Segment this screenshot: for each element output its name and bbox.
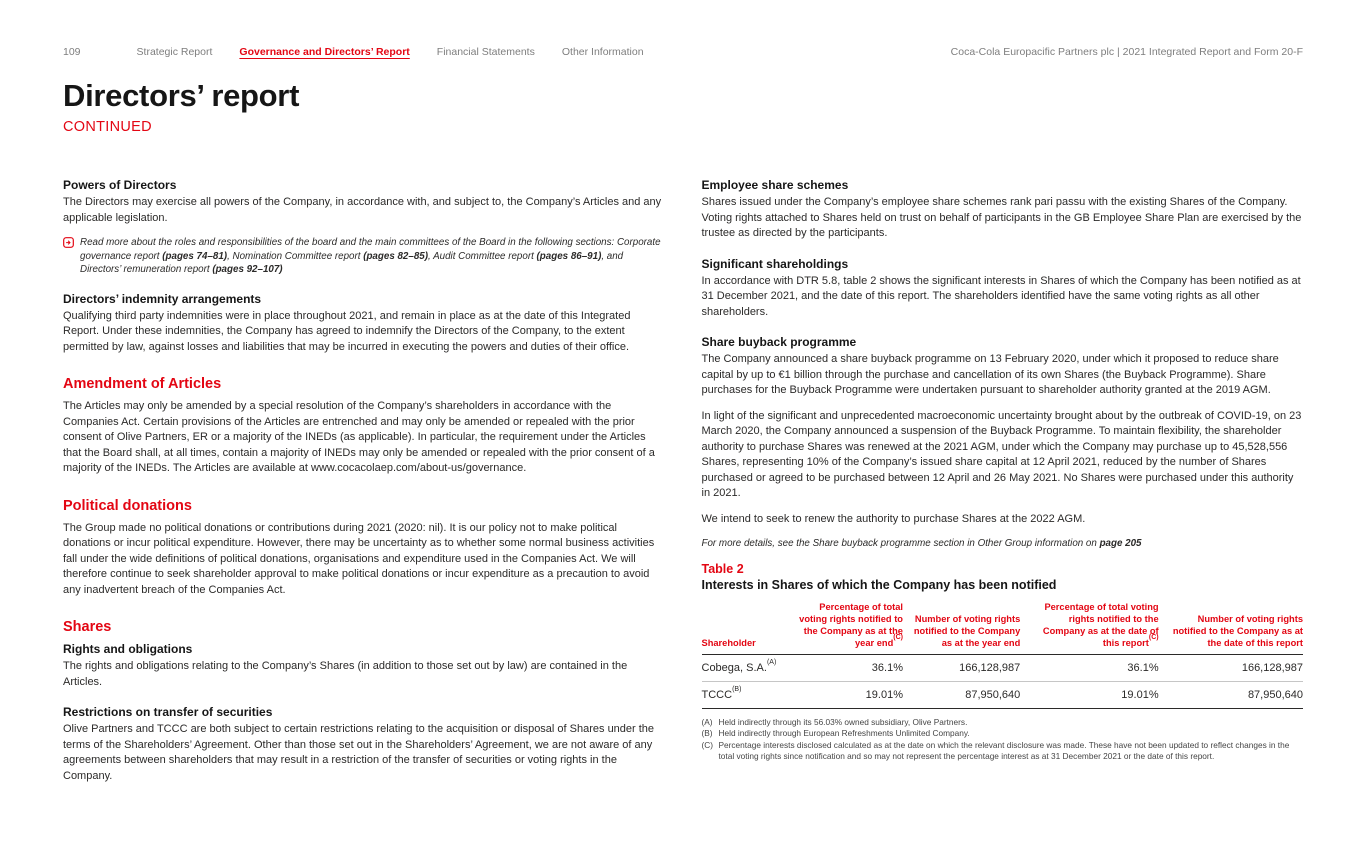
- share-buyback-paragraph-1: The Company announced a share buyback programme on 13 February 2020, under which it proposed to reduce share capital by up to €1 billion through the purchase and cancellation of its own Shares (the Buyback Programme). Share purchases for the Buyback Programme were undertaken pursuant to shareholder authority granted at the 2019 AGM.: [701, 353, 1279, 396]
- directors-indemnity-text: Qualifying third party indemnities were in place throughout 2021, and remain in place as at the date of this Integrated Report. Under these indemnities, the Company has agreed to indemnify the Directors of the Company, to the extent permitted by law, against losses and liabilities that may be incurred in executing the powers and duties of their office.: [63, 309, 631, 353]
- heading-significant-shareholdings: Significant shareholdings: [701, 256, 849, 271]
- top-nav: [137, 46, 671, 58]
- shareholder-name: $TCCC^{(B)}$: [702, 681, 780, 708]
- rights-and-obligations-text: The rights and obligations relating to the Company’s Shares (in addition to those set out by law) are contained in the Articles.: [63, 660, 628, 688]
- footnote-c: (C) Percentage interests disclosed calculated as at the date on which the relevant disclosure was made. These have not been updated to reflect changes in the total voting rights since notification and so may not represent the percentage interest as at 31 December 2021 or the date of this report.: [701, 739, 1290, 761]
- read-more-note-text: Read more about the roles and responsibilities of the board and the main committees of the Board in the following sections: Corporate governance report (pages 74–81), Nomination Committee report (pages 82–85), Audit Committee report (pages 86–91), and Directors’ remuneration report (pages 92–107): [80, 237, 661, 275]
- page-subtitle: CONTINUED: [63, 119, 152, 135]
- heading-shares: Shares: [63, 619, 112, 635]
- nav-governance-directors-report[interactable]: Governance and Directors’ Report: [239, 46, 410, 58]
- column-header-pct-year-end: Percentage of total voting rights notified to the Company as at the year end$^{(C)}$: [780, 601, 903, 655]
- significant-shareholdings-text: In accordance with DTR 5.8, table 2 shows the significant interests in Shares of which the Company has been notified as at 31 December 2021, and the date of this report. The shareholders identified have the same voting rights as all other shareholders.: [701, 274, 1301, 318]
- shareholdings-table: [702, 601, 1304, 709]
- cell-value: 36.1%: [871, 661, 903, 674]
- heading-political-donations: Political donations: [63, 497, 192, 514]
- page-title: Directors’ report: [63, 78, 300, 113]
- shareholder-name: Cobega, S.A.$^{(A)}$: [701, 658, 777, 674]
- table-footnotes: [702, 717, 1304, 763]
- restrictions-transfer-text: Olive Partners and TCCC are both subject to certain restrictions relating to the acquisition or disposal of Shares under the terms of the Shareholders’ Agreement. Other than those set out in the Shareholders’ Agreement, we are not aware of any agreements between shareholders that may result in a restriction of the transfer of securities or voting rights in the Company.: [63, 723, 655, 782]
- cell-value: 19.01%: [780, 681, 903, 708]
- column-header-pct-report-date: Percentage of total voting rights notified to the Company as at the date of this report$^{(C)}$: [1020, 601, 1158, 655]
- report-title: Coca-Cola Europacific Partners plc | 2021 Integrated Report and Form 20-F: [950, 46, 1303, 58]
- cell-value: 166,128,987: [1241, 661, 1303, 674]
- heading-share-buyback-programme: Share buyback programme: [701, 335, 857, 349]
- heading-employee-share-schemes: Employee share schemes: [701, 178, 849, 192]
- table2-title: Interests in Shares of which the Company has been notified: [701, 577, 1057, 592]
- content-columns: [63, 178, 1303, 794]
- title-block: [63, 78, 299, 135]
- nav-strategic-report[interactable]: Strategic Report: [136, 46, 213, 58]
- footnote-b: (B) Held indirectly through European Refreshments Unlimited Company.: [701, 728, 970, 738]
- cell-value: 87,950,640: [903, 681, 1020, 708]
- cell-value: 166,128,987: [959, 661, 1021, 674]
- heading-directors-indemnity: Directors’ indemnity arrangements: [63, 291, 262, 306]
- table-row: [702, 654, 1304, 681]
- more-details-note: [702, 537, 1304, 551]
- heading-powers-of-directors: Powers of Directors: [63, 178, 177, 192]
- read-more-note: [63, 236, 665, 277]
- amendment-of-articles-text: The Articles may only be amended by a special resolution of the Company’s shareholders in accordance with the Companies Act. Certain provisions of the Articles are entrenched and may only be amended or repealed with the prior consent of Olive Partners, ER or a majority of the INEDs (as applicable). In particular, the requirement under the Articles that the Board shall, at all times, contain a majority of INEDs may only be amended or repealed with the prior consent of a majority of the INEDs. The Articles are available at www.cocacolaep.com/about-us/governance.: [63, 400, 655, 474]
- heading-amendment-of-articles: Amendment of Articles: [63, 376, 222, 392]
- nav-other-information[interactable]: Other Information: [561, 46, 644, 58]
- read-more-icon: [63, 236, 74, 277]
- political-donations-text: The Group made no political donations or contributions during 2021 (2020: nil). It is our policy not to make political donations or incur political expenditure. However, there may be uncertainty as to whether some normal business activities fall under the wide definitions of political donations, organisations and expenditure used in the Companies Act. We will therefore continue to seek shareholder approval to make political donations or incur expenditure as a precaution to avoid any inadvertent breach of the Companies Act.: [63, 521, 655, 596]
- column-header-shareholder: Shareholder: [702, 601, 780, 655]
- more-details-note-text: For more details, see the Share buyback programme section in Other Group information on page 205: [701, 538, 1142, 549]
- nav-financial-statements[interactable]: Financial Statements: [436, 46, 535, 58]
- heading-rights-and-obligations: Rights and obligations: [63, 642, 193, 656]
- table-header-row: [702, 601, 1304, 655]
- page-header: [63, 46, 1303, 58]
- left-column: [63, 178, 665, 794]
- cell-value: 36.1%: [1127, 661, 1159, 674]
- cell-value: 87,950,640: [1159, 681, 1303, 708]
- column-header-num-report-date: Number of voting rights notified to the Company as at the date of this report: [1159, 601, 1303, 655]
- right-column: [702, 178, 1304, 794]
- share-buyback-paragraph-3: We intend to seek to renew the authority to purchase Shares at the 2022 AGM.: [701, 512, 1086, 525]
- table-row: [702, 681, 1304, 708]
- powers-of-directors-text: The Directors may exercise all powers of the Company, in accordance with, and subject to, the Company’s Articles and any applicable legislation.: [63, 196, 662, 224]
- share-buyback-paragraph-2: In light of the significant and unprecedented macroeconomic uncertainty brought about by the outbreak of COVID-19, on 23 March 2020, the Company announced a suspension of the Buyback Programme. To maintain flexibility, the shareholder authority to purchase Shares was renewed at the 2021 AGM, under which the Company may purchase up to 45,528,556 Shares, representing 10% of the Company’s issued share capital at 12 April 2021, reduced by the number of Shares purchased or agreed to be purchased between 12 April and 26 May 2021. No Shares were purchased under this authority in 2021.: [701, 409, 1302, 499]
- cell-value: 19.01%: [1020, 681, 1158, 708]
- heading-restrictions-transfer: Restrictions on transfer of securities: [63, 705, 273, 719]
- column-header-num-year-end: Number of voting rights notified to the Company as at the year end: [903, 601, 1020, 655]
- footnote-a: (A) Held indirectly through its 56.03% owned subsidiary, Olive Partners.: [701, 716, 968, 727]
- employee-share-schemes-text: Shares issued under the Company’s employee share schemes rank pari passu with the existing Shares of the Company. Voting rights attached to Shares held on trust on behalf of participants in the GB Employee Share Plan are exercised by the trustee as directed by the participants.: [701, 196, 1302, 239]
- page-number: 109: [63, 46, 81, 58]
- table2-label: Table 2: [701, 561, 744, 576]
